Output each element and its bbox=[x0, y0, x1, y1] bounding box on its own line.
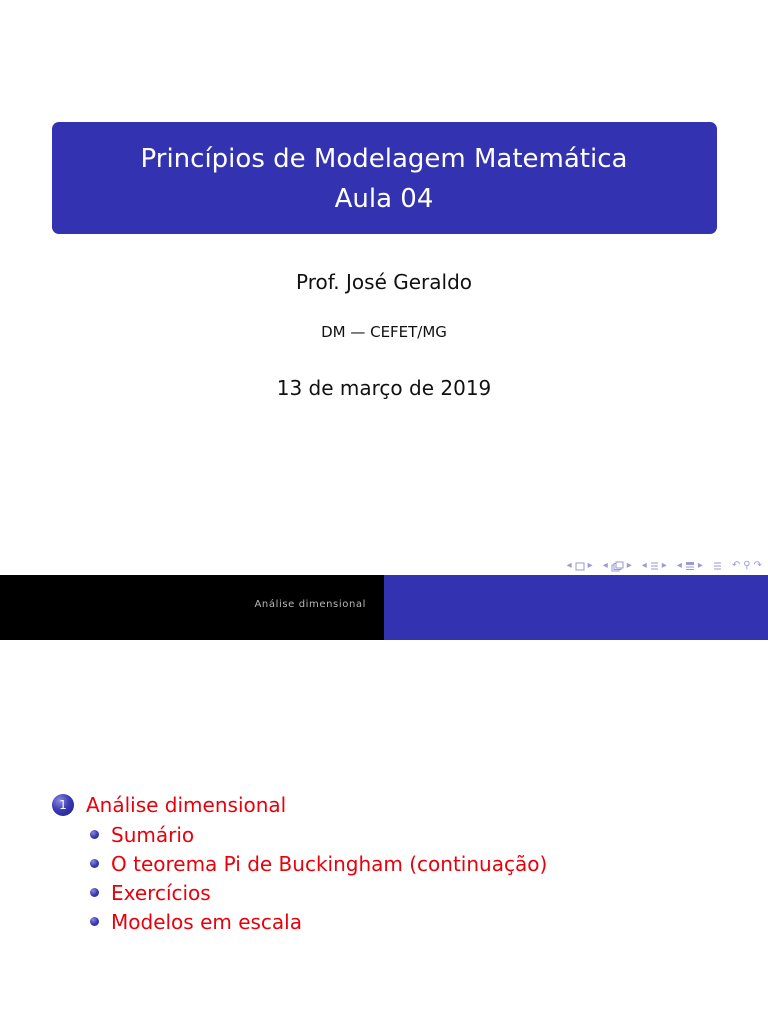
date: 13 de março de 2019 bbox=[276, 376, 492, 400]
section-nav bbox=[642, 560, 667, 572]
toc-subsection[interactable] bbox=[52, 878, 547, 907]
next-section-icon[interactable]: ▸ bbox=[661, 560, 667, 571]
prev-frame-icon[interactable]: ◂ bbox=[566, 560, 572, 571]
toc-subsection[interactable] bbox=[52, 907, 547, 936]
toc-section[interactable] bbox=[52, 790, 547, 820]
title-line-1: Princípios de Modelagem Matemática bbox=[140, 144, 628, 174]
toc-section-label[interactable]: Análise dimensional bbox=[86, 793, 287, 817]
navigation-symbols bbox=[567, 560, 762, 572]
title-box bbox=[52, 122, 717, 234]
forward-icon[interactable]: ↷ bbox=[753, 560, 762, 571]
prev-subsection-icon[interactable]: ◂ bbox=[602, 560, 608, 571]
document-icon[interactable] bbox=[685, 561, 695, 571]
subsection-icon[interactable] bbox=[611, 561, 624, 572]
next-frame-icon[interactable]: ▸ bbox=[587, 560, 593, 571]
author: Prof. José Geraldo bbox=[295, 270, 472, 294]
header-bar-left bbox=[0, 575, 384, 640]
toc-subsection-list bbox=[52, 820, 547, 936]
section-number-ball: 1 bbox=[52, 794, 74, 816]
bullet-icon bbox=[90, 917, 99, 926]
section-icon[interactable] bbox=[650, 561, 659, 571]
bullet-icon bbox=[90, 859, 99, 868]
toc-subsection-label[interactable]: Sumário bbox=[111, 822, 195, 847]
appendix-icon[interactable] bbox=[713, 561, 722, 571]
document-nav bbox=[677, 560, 703, 572]
toc-subsection-label[interactable]: O teorema Pi de Buckingham (continuação) bbox=[111, 851, 548, 876]
toc-subsection[interactable] bbox=[52, 820, 547, 849]
next-document-icon[interactable]: ▸ bbox=[697, 560, 703, 571]
frame-icon[interactable] bbox=[575, 562, 585, 571]
bullet-icon bbox=[90, 888, 99, 897]
header-bar bbox=[0, 575, 768, 640]
toc-subsection[interactable] bbox=[52, 849, 547, 878]
title-line-2: Aula 04 bbox=[334, 184, 434, 214]
back-icon[interactable]: ↶ bbox=[731, 560, 741, 571]
bullet-icon bbox=[90, 830, 99, 839]
search-nav bbox=[732, 560, 762, 572]
table-of-contents bbox=[52, 790, 547, 936]
institute: DM — CEFET/MG bbox=[321, 323, 447, 341]
header-bar-right bbox=[384, 575, 768, 640]
header-section-name[interactable]: Análise dimensional bbox=[254, 599, 366, 610]
next-subsection-icon[interactable]: ▸ bbox=[626, 560, 632, 571]
prev-section-icon[interactable]: ◂ bbox=[641, 560, 647, 571]
frame-nav bbox=[567, 560, 593, 572]
toc-subsection-label[interactable]: Modelos em escala bbox=[111, 909, 302, 934]
prev-document-icon[interactable]: ◂ bbox=[676, 560, 682, 571]
search-icon[interactable]: ⚲ bbox=[743, 560, 751, 571]
subsection-nav bbox=[603, 560, 632, 572]
toc-subsection-label[interactable]: Exercícios bbox=[111, 880, 211, 905]
